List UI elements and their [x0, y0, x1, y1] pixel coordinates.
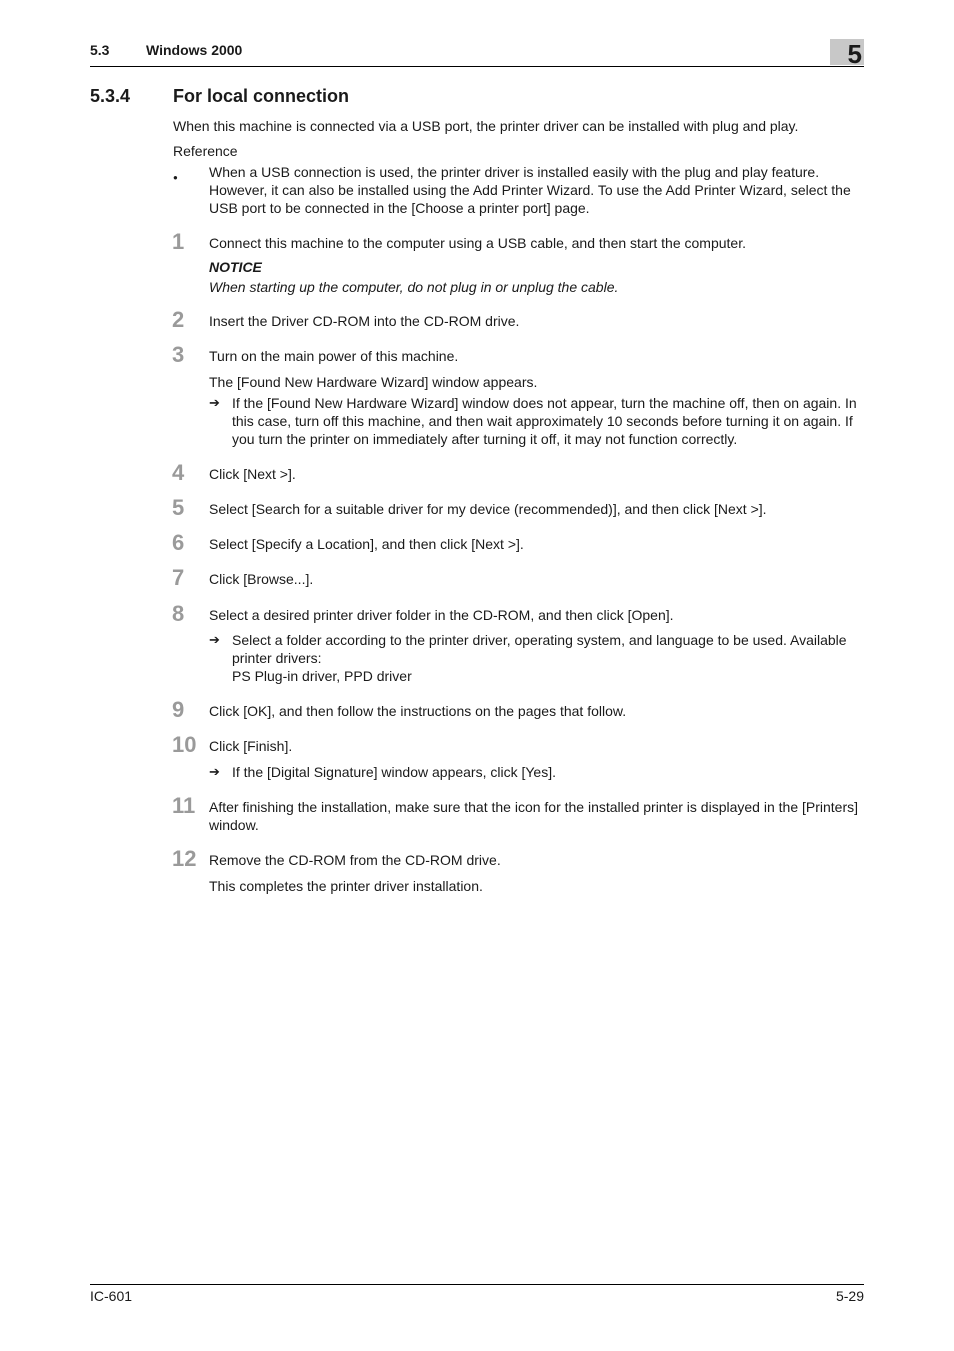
- notice-heading: NOTICE: [209, 259, 262, 275]
- step-text: Select a desired printer driver folder in the CD-ROM, and then click [Open].: [209, 607, 674, 623]
- step-number: 8: [172, 601, 185, 626]
- step-result: This completes the printer driver installation.: [209, 878, 483, 894]
- step-number: 2: [172, 307, 185, 332]
- step-number: 12: [172, 846, 197, 871]
- step-note: Select a folder according to the printer driver, operating system, and language to be used. Available printer drivers:: [232, 632, 847, 666]
- step-number: 3: [172, 342, 185, 367]
- section-title: For local connection: [173, 86, 350, 106]
- step-text: Connect this machine to the computer using a USB cable, and then start the computer.: [209, 235, 746, 251]
- arrow-icon: ➔: [209, 764, 220, 779]
- step-text: Click [Next >].: [209, 466, 296, 482]
- arrow-icon: ➔: [209, 632, 220, 647]
- step-number: 5: [172, 495, 185, 520]
- step-number: 11: [172, 793, 196, 818]
- step-text: After finishing the installation, make sure that the icon for the installed printer is displayed in the [Printers] window.: [209, 799, 859, 833]
- footer-page-number: 5-29: [835, 1288, 864, 1304]
- step-note: If the [Digital Signature] window appears, click [Yes].: [232, 764, 556, 780]
- step-number: 7: [172, 565, 185, 590]
- step-number: 1: [172, 229, 185, 254]
- bullet-icon: ●: [173, 173, 178, 182]
- step-text: Click [OK], and then follow the instructions on the pages that follow.: [209, 703, 627, 719]
- notice-text: When starting up the computer, do not plug in or unplug the cable.: [209, 279, 619, 295]
- step-text: Insert the Driver CD-ROM into the CD-ROM drive.: [209, 313, 520, 329]
- header-section-number: 5.3: [90, 42, 110, 58]
- chapter-number-badge: 5: [830, 39, 864, 65]
- step-text: Remove the CD-ROM from the CD-ROM drive.: [209, 852, 501, 868]
- section-number: 5.3.4: [90, 86, 131, 106]
- step-text: Select [Search for a suitable driver for my device (recommended)], and then click [Next >].: [209, 501, 767, 517]
- arrow-icon: ➔: [209, 395, 220, 410]
- reference-bullet-text: When a USB connection is used, the printer driver is installed easily with the plug and play feature. However, it can also be installed using the Add Printer Wizard. To use the Add Printer Wizard, select the USB port to be connected in the [Choose a printer port] page.: [209, 164, 851, 216]
- footer-divider: [90, 1284, 864, 1285]
- step-result: The [Found New Hardware Wizard] window appears.: [209, 374, 538, 390]
- header-section-title: Windows 2000: [146, 42, 243, 58]
- page-header: [90, 36, 864, 67]
- step-text: Select [Specify a Location], and then click [Next >].: [209, 536, 524, 552]
- footer-model: IC-601: [90, 1288, 133, 1304]
- step-number: 9: [172, 697, 185, 722]
- step-text: Click [Finish].: [209, 738, 293, 754]
- step-note: If the [Found New Hardware Wizard] window does not appear, turn the machine off, then on again. In this case, turn off this machine, and then wait approximately 10 seconds before turning it on again. If you turn the printer on immediately after turning it off, it may not function correctly.: [232, 395, 857, 447]
- step-text: Turn on the main power of this machine.: [209, 348, 459, 364]
- step-note-drivers: PS Plug-in driver, PPD driver: [232, 668, 412, 684]
- intro-paragraph: When this machine is connected via a USB port, the printer driver can be installed with plug and play.: [173, 118, 799, 134]
- step-number: 4: [172, 460, 185, 485]
- step-number: 6: [172, 530, 185, 555]
- reference-label: Reference: [173, 143, 238, 159]
- step-number: 10: [172, 732, 197, 757]
- step-text: Click [Browse...].: [209, 571, 314, 587]
